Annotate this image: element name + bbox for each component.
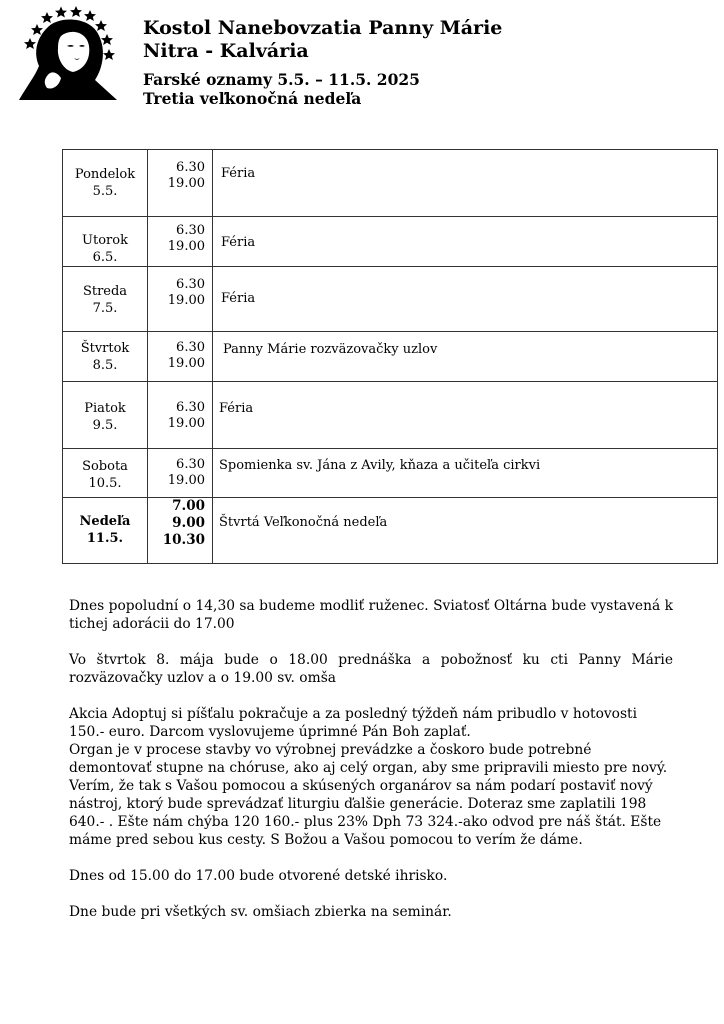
mass-time: 10.30	[162, 532, 205, 548]
day-date: 8.5.	[92, 358, 118, 373]
day-cell	[63, 267, 148, 332]
virgin-mary-with-star-halo-icon	[17, 6, 133, 100]
mass-time: 19.00	[167, 416, 205, 431]
mass-time: 6.30	[176, 277, 205, 292]
mass-time: 19.00	[167, 473, 205, 488]
day-cell	[63, 382, 148, 449]
notice-adopt-pipe: Akcia Adoptuj si píšťalu pokračuje a za posledný týždeň nám pribudlo v hotovosti 150.- euro. Darcom vyslovujeme úprimné Pán Boh zaplať.	[69, 706, 638, 740]
mass-time: 19.00	[167, 239, 205, 254]
day-cell	[63, 332, 148, 382]
day-cell	[63, 449, 148, 498]
notice-organ: Organ je v procese stavby vo výrobnej prevádzke a čoskoro bude potrebné demontovať stupne na chóruse, ako aj celý organ, aby sme pripravili miesto pre nový. Verím, že tak s Vašou pomocou a skúsených organárov sa nám podarí postaviť nový nástroj, ktorý bude sprevádzať liturgiu ďalšie generácie. Doteraz sme zaplatili 198 640.- . Ešte nám chýba 120 160.- plus 23% Dph 73 324.-ako odvod pre náš štát. Ešte máme pred sebou kus cesty. S Božou a Vašou pomocou to verím že dáme.	[69, 742, 668, 848]
times-cell	[148, 217, 213, 267]
day-date: 5.5.	[92, 184, 118, 199]
day-name: Utorok	[82, 233, 128, 248]
day-name: Sobota	[82, 459, 128, 474]
church-name: Kostol Nanebovzatia Panny Márie	[143, 17, 503, 39]
day-date: 9.5.	[92, 418, 118, 433]
times-cell	[148, 382, 213, 449]
times-cell	[148, 332, 213, 382]
mass-time: 9.00	[172, 515, 205, 531]
times-cell	[148, 150, 213, 217]
liturgy-description: Štvrtá Veľkonočná nedeľa	[213, 498, 718, 564]
day-cell	[63, 217, 148, 267]
day-name: Pondelok	[74, 167, 136, 182]
liturgy-description: Panny Márie rozväzovačky uzlov	[213, 332, 718, 382]
notice-lecture: Vo štvrtok 8. mája bude o 18.00 prednáška a pobožnosť ku cti Panny Márie rozväzovačky uzlov a o 19.00 sv. omša	[69, 652, 673, 686]
times-cell	[148, 267, 213, 332]
day-name: Piatok	[84, 401, 126, 416]
schedule-row-wednesday	[63, 267, 718, 332]
church-location: Nitra - Kalvária	[143, 40, 309, 62]
mass-time: 6.30	[176, 340, 205, 355]
schedule-row-sunday	[63, 498, 718, 564]
mass-time: 6.30	[176, 160, 205, 175]
parish-notices	[69, 597, 673, 939]
day-cell	[63, 150, 148, 217]
liturgy-description: Féria	[213, 150, 718, 217]
day-date: 10.5.	[88, 476, 122, 491]
mass-schedule-table	[62, 149, 718, 564]
mass-time: 19.00	[167, 356, 205, 371]
announcements-title: Farské oznamy 5.5. – 11.5. 2025	[143, 70, 420, 89]
schedule-row-monday	[63, 150, 718, 217]
day-name: Streda	[82, 284, 128, 299]
day-name: Nedeľa	[79, 514, 131, 529]
schedule-row-saturday	[63, 449, 718, 498]
mass-time: 7.00	[172, 498, 205, 514]
day-cell	[63, 498, 148, 564]
day-name: Štvrtok	[80, 341, 130, 356]
day-date: 11.5.	[86, 531, 124, 546]
notice-playground: Dnes od 15.00 do 17.00 bude otvorené detské ihrisko.	[69, 868, 448, 884]
schedule-row-thursday	[63, 332, 718, 382]
liturgy-description: Féria	[213, 382, 718, 449]
day-date: 7.5.	[92, 301, 118, 316]
notice-collection: Dne bude pri všetkých sv. omšiach zbierka na seminár.	[69, 904, 452, 920]
sunday-title: Tretia veľkonočná nedeľa	[143, 89, 362, 108]
notice-rosary: Dnes popoludní o 14,30 sa budeme modliť ruženec. Sviatosť Oltárna bude vystavená k tichej adorácii do 17.00	[69, 598, 673, 632]
mass-time: 19.00	[167, 176, 205, 191]
mass-time: 19.00	[167, 293, 205, 308]
liturgy-description: Féria	[213, 267, 718, 332]
times-cell	[148, 498, 213, 564]
liturgy-description: Féria	[213, 217, 718, 267]
mass-time: 6.30	[176, 400, 205, 415]
mass-time: 6.30	[176, 223, 205, 238]
schedule-row-tuesday	[63, 217, 718, 267]
times-cell	[148, 449, 213, 498]
liturgy-description: Spomienka sv. Jána z Avily, kňaza a učiteľa cirkvi	[213, 449, 718, 498]
schedule-row-friday	[63, 382, 718, 449]
mass-time: 6.30	[176, 457, 205, 472]
day-date: 6.5.	[92, 250, 118, 265]
